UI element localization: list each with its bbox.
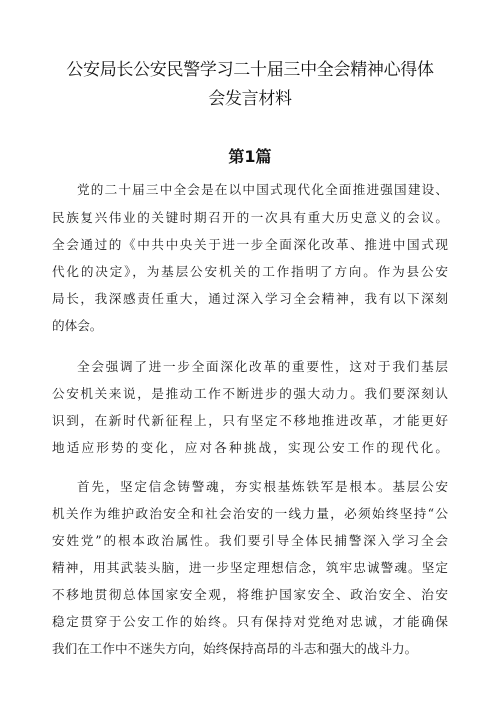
paragraph-2-line-2: 公安机关来说，是推动工作不断进步的强大动力。我们要深刻认 bbox=[52, 386, 448, 401]
paragraph-3-line-3: 安姓党”的根本政治属性。我们要引导全体民捕警深入学习全会 bbox=[52, 533, 448, 548]
paragraph-2-line-4: 地适应形势的变化，应对各种挑战，实现公安工作的现代化。 bbox=[52, 440, 448, 455]
paragraph-3-line-1: 首先，坚定信念铸警魂，夯实根基炼铁军是根本。基层公安 bbox=[77, 479, 448, 494]
paragraph-3-line-7: 我们在工作中不迷失方向，始终保持高昂的斗志和强大的战斗力。 bbox=[52, 641, 418, 656]
paragraph-1-line-3: 全会通过的《中共中央关于进一步全面深化改革、推进中国式现 bbox=[52, 237, 448, 252]
paragraph-1-line-5: 局长，我深感责任重大，通过深入学习全会精神，我有以下深刻 bbox=[52, 291, 448, 306]
paragraph-1-line-4: 代化的决定》，为基层公安机关的工作指明了方向。作为县公安 bbox=[52, 264, 448, 279]
paragraph-2-line-1: 全会强调了进一步全面深化改革的重要性，这对于我们基层 bbox=[77, 359, 448, 374]
document-title-line-2: 会发言材料 bbox=[208, 89, 292, 109]
paragraph-3-line-6: 稳定贯穿于公安工作的始终。只有保持对党绝对忠诚，才能确保 bbox=[52, 614, 448, 629]
paragraph-1-line-6: 的体会。 bbox=[52, 318, 103, 333]
paragraph-3-line-4: 精神，用其武装头脑，进一步坚定理想信念，筑牢忠诚警魂。坚定 bbox=[52, 560, 448, 575]
chapter-heading: 第1篇 bbox=[228, 147, 272, 166]
paragraph-3-line-5: 不移地贯彻总体国家安全观，将维护国家安全、政治安全、治安 bbox=[52, 587, 448, 602]
paragraph-3-line-2: 机关作为维护政治安全和社会治安的一线力量，必须始终坚持“公 bbox=[52, 506, 448, 521]
paragraph-1-line-2: 民族复兴伟业的关键时期召开的一次具有重大历史意义的会议。 bbox=[52, 210, 448, 225]
document-title-line-1: 公安局长公安民警学习二十届三中全会精神心得体 bbox=[66, 60, 434, 80]
paragraph-1-line-1: 党的二十届三中全会是在以中国式现代化全面推进强国建设、 bbox=[77, 182, 448, 197]
paragraph-2-line-3: 识到，在新时代新征程上，只有坚定不移地推进改革，才能更好 bbox=[52, 413, 448, 428]
